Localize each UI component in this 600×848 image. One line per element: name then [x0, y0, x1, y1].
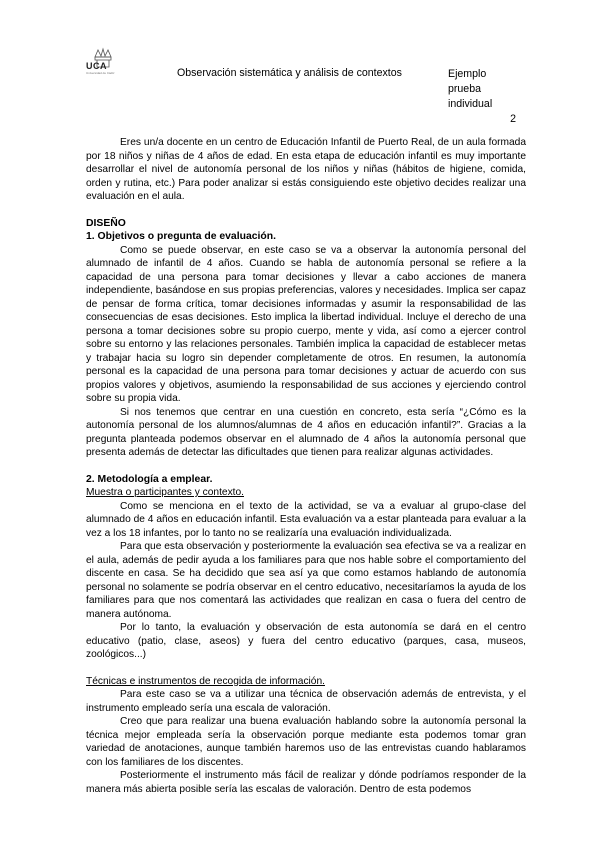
section2-paragraph-3: Por lo tanto, la evaluación y observación de esta autonomía se dará en el centro educativo (patio, clase, aseos) y fuera del centro educativo (parques, casa, museos, zoológicos...)	[86, 622, 526, 660]
university-logo-subtitle: Universidad de Cádiz	[86, 71, 115, 75]
section1-heading: 1. Objetivos o pregunta de evaluación.	[86, 231, 276, 242]
intro-paragraph: Eres un/a docente en un centro de Educación Infantil de Puerto Real, de un aula formada por 18 niños y niñas de 4 años de edad. En esta etapa de educación infantil es muy importante desarrollar el nivel de autonomía personal de los niños y niñas (hábitos de higiene, comida, orden y rutina, etc.) Para poder analizar si estás consiguiendo este objetivo decides realizar una evaluación en el aula.	[86, 137, 526, 202]
section-design-heading: DISEÑO	[86, 217, 126, 229]
section1-paragraph-2: Si nos tenemos que centrar en una cuestión en concreto, esta sería “¿Cómo es la autonomía personal de los alumnos/alumnas de 4 años en educación infantil?”. Gracias a la pregunta planteada podemos observar en el alumnado de 4 años la autonomía personal que presenta además de detectar las dificultades que tienen para realizar algunas actividades.	[86, 406, 526, 458]
header-document-type: Ejemplo prueba	[448, 68, 487, 95]
section2-paragraph-6: Posteriormente el instrumento más fácil de realizar y dónde podríamos responder de la manera más abierta posible sería las escalas de valoración. Dentro de esta podemos	[86, 770, 526, 795]
section1-paragraph-1: Como se puede observar, en este caso se va a observar la autonomía personal del alumnado de infantil de 4 años. Cuando se habla de autonomía personal se refiere a la capacidad de una persona para tomar decisiones y llevar a cabo acciones de manera independiente, basándose en sus propias preferencias, valores y necesidades. Implica ser capaz de pensar de forma crítica, tomar decisiones informadas y asumir la responsabilidad de las consecuencias de esas decisiones. Esto implica la libertad individual. Incluye el derecho de una persona a tomar decisiones sobre su propio cuerpo, mente y vida, así como a ejercer control sobre su entorno y las relaciones personales. También implica la capacidad de establecer metas y trabajar hacia su logro sin depender completamente de otros. En resumen, la autonomía personal es la capacidad de una persona para tomar decisiones y actuar de acuerdo con sus propios valores y objetivos, asumiendo la responsabilidad de sus acciones y ejerciendo control sobre su propia vida.	[86, 244, 526, 404]
section2-subheading-sample: Muestra o participantes y contexto.	[86, 487, 244, 498]
section2-paragraph-4: Para este caso se va a utilizar una técnica de observación además de entrevista, y el instrumento empleado sería una escala de valoración.	[86, 689, 526, 714]
university-logo-text: UCA	[86, 61, 107, 71]
page-number: 2	[510, 113, 516, 125]
document-body	[86, 136, 526, 796]
section2-heading: 2. Metodología a emplear.	[86, 473, 213, 485]
header-title: Observación sistemática y análisis de contextos	[177, 67, 402, 79]
header-document-type-2: individual	[448, 98, 493, 110]
header-right	[448, 67, 516, 127]
section2-paragraph-5: Creo que para realizar una buena evaluación hablando sobre la autonomía personal la técnica mejor empleada sería la observación porque mediante esta podemos tomar gran variedad de anotaciones, aunque también haremos uso de las entrevistas cuando hablaramos con los familiares de los discentes.	[86, 716, 526, 768]
section2-paragraph-2: Para que esta observación y posteriormente la evaluación sea efectiva se va a realizar en el aula, además de pedir ayuda a los familiares para que nos hable sobre el comportamiento del discente en casa. Se ha decidido que sea así ya que como estamos hablando de autonomía personal no solamente se podría observar en el centro educativo, necesitaríamos la ayuda de los familiares para que nos comentará las actividades que realizan en casa o fuera del centro de manera autónoma.	[86, 541, 526, 620]
section2-paragraph-1: Como se menciona en el texto de la actividad, se va a evaluar al grupo-clase del alumnado de 4 años en educación infantil. Esta evaluación va a estar planteada para evaluar a la vez a los 18 infantes, por lo tanto no se realizaría una evaluación individualizada.	[86, 500, 526, 539]
section2-subheading-techniques: Técnicas e instrumentos de recogida de información.	[86, 675, 325, 687]
